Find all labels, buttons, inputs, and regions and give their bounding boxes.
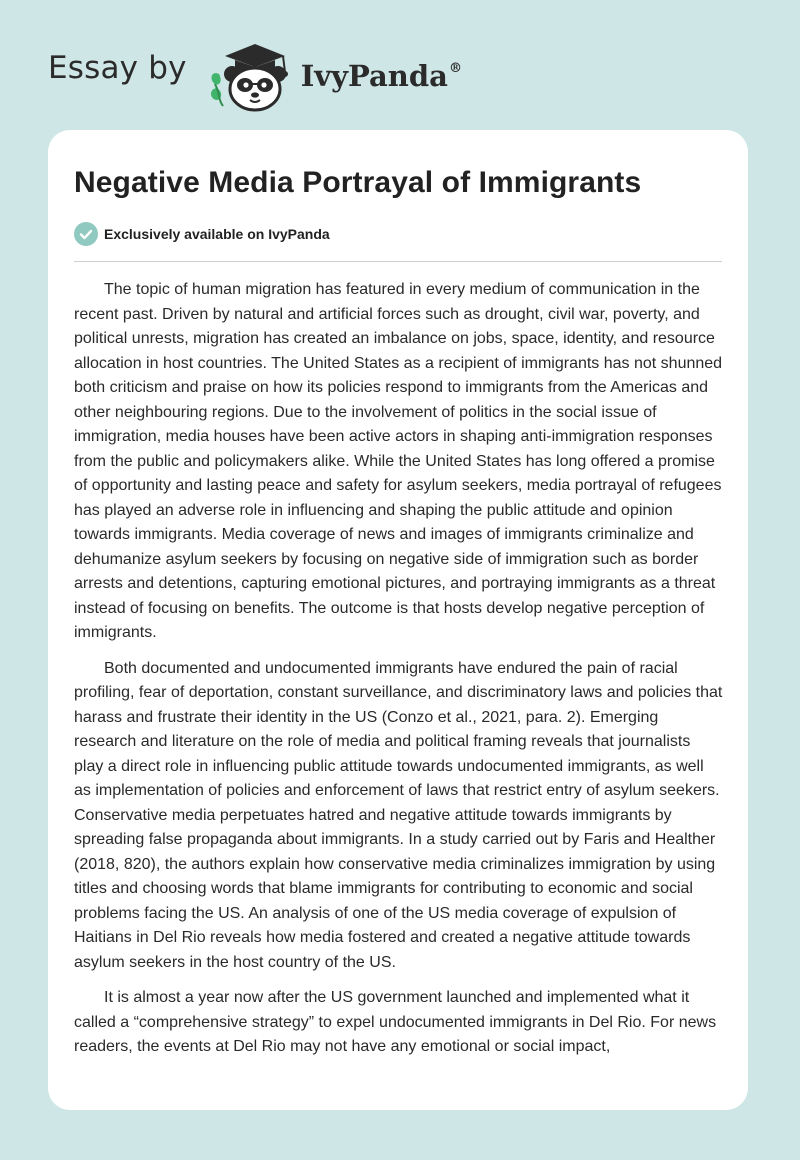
essay-body xyxy=(74,278,724,1071)
paragraph: It is almost a year now after the US government launched and implemented what it called a “comprehensive strategy” to expel undocumented immigrants in Del Rio. For news readers, the events at Del Rio may not have any emotional or social impact, xyxy=(74,989,717,1055)
essay-by-label: Essay by xyxy=(48,50,187,86)
check-badge-icon xyxy=(74,222,98,246)
paragraph: Both documented and undocumented immigrants have endured the pain of racial profiling, fear of deportation, constant surveillance, and discriminatory laws and policies that harass and frustrate their identity in the US (Conzo et al., 2021, para. 2). Emerging research and literature on the role of media and political framing reveals that journalists play a direct role in influencing public attitude towards undocumented immigrants, as well as implementation of policies and enforcement of laws that restrict entry of asylum seekers. Conservative media perpetuates hatred and negative attitude towards immigrants by spreading false propaganda about immigrants. In a study carried out by Faris and Healther (2018, 820), the authors explain how conservative media criminalizes immigration by using titles and choosing words that blame immigrants for contributing to economic and social problems facing the US. An analysis of one of the US media coverage of expulsion of Haitians in Del Rio reveals how media fostered and created a negative attitude towards asylum seekers in the host country of the US. xyxy=(74,659,723,971)
essay-title: Negative Media Portrayal of Immigrants xyxy=(74,166,642,199)
registered-mark: ® xyxy=(448,61,462,76)
brand-header xyxy=(48,34,462,114)
ivypanda-panda-logo-icon xyxy=(205,34,297,114)
brand-wordmark xyxy=(301,59,462,93)
exclusive-badge-label: Exclusively available on IvyPanda xyxy=(104,226,330,242)
paragraph: The topic of human migration has featured in every medium of communication in the recent past. Driven by natural and artificial forces such as drought, civil war, poverty, and political unrests, migration has created an imbalance on jobs, space, identity, and resource allocation in host countries. The United States as a recipient of immigrants has not shunned both criticism and praise on how its policies respond to immigrants from the Americas and other neighbouring regions. Due to the involvement of politics in the social issue of immigration, media houses have been active actors in shaping anti-immigration responses from the public and policymakers alike. While the United States has long offered a promise of opportunity and lasting peace and safety for asylum seekers, media portrayal of refugees has played an adverse role in influencing and shaping the public attitude and opinion towards immigrants. Media coverage of news and images of immigrants criminalize and dehumanize asylum seekers by focusing on negative side of immigration such as border arrests and detentions, capturing emotional pictures, and portraying immigrants as a threat instead of focusing on benefits. The outcome is that hosts develop negative perception of immigrants. xyxy=(74,281,723,641)
essay-card xyxy=(48,130,748,1110)
title-divider xyxy=(74,261,722,262)
exclusive-badge xyxy=(74,222,330,246)
brand-name: IvyPanda xyxy=(300,59,448,93)
